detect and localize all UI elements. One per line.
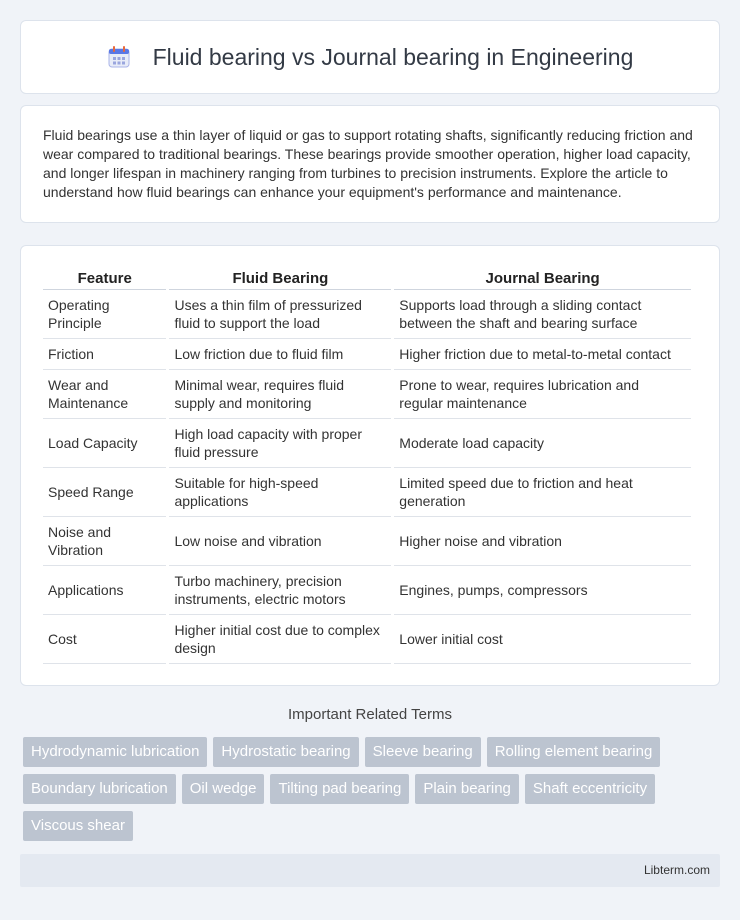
related-term-tag[interactable]: Tilting pad bearing (270, 774, 409, 804)
fluid-bearing-cell: Low friction due to fluid film (169, 339, 391, 370)
fluid-bearing-cell: High load capacity with proper fluid pressure (169, 419, 391, 468)
intro-text: Fluid bearings use a thin layer of liquid or gas to support rotating shafts, significantly reducing friction and wear compared to traditional bearings. These bearings provide smoother operation, higher load capacity, and longer lifespan in machinery ranging from turbines to precision instruments. Explore the article to understand how fluid bearings can enhance your equipment's performance and maintenance. (43, 127, 693, 200)
feature-cell: Wear and Maintenance (43, 370, 166, 419)
related-term-tag[interactable]: Sleeve bearing (365, 737, 481, 767)
fluid-bearing-cell: Low noise and vibration (169, 517, 391, 566)
column-header-fluid-bearing: Fluid Bearing (169, 268, 391, 290)
table-row (43, 468, 691, 517)
related-term-tag[interactable]: Rolling element bearing (487, 737, 661, 767)
related-term-tag[interactable]: Plain bearing (415, 774, 519, 804)
related-term-tag[interactable]: Hydrostatic bearing (213, 737, 358, 767)
page-footer (20, 854, 720, 887)
journal-bearing-cell: Supports load through a sliding contact between the shaft and bearing surface (394, 290, 691, 339)
comparison-card (20, 245, 720, 686)
column-header-journal-bearing: Journal Bearing (394, 268, 691, 290)
journal-bearing-cell: Prone to wear, requires lubrication and regular maintenance (394, 370, 691, 419)
fluid-bearing-cell: Higher initial cost due to complex design (169, 615, 391, 664)
related-term-tag[interactable]: Hydrodynamic lubrication (23, 737, 207, 767)
related-term-tag[interactable]: Viscous shear (23, 811, 133, 841)
feature-cell: Applications (43, 566, 166, 615)
intro-card (20, 105, 720, 223)
comparison-table (40, 268, 694, 664)
related-terms-list (23, 737, 720, 841)
page-header (20, 20, 720, 94)
fluid-bearing-cell: Uses a thin film of pressurized fluid to support the load (169, 290, 391, 339)
table-row (43, 517, 691, 566)
feature-cell: Cost (43, 615, 166, 664)
footer-site-link[interactable]: Libterm.com (643, 863, 710, 877)
journal-bearing-cell: Lower initial cost (394, 615, 691, 664)
page-title: Fluid bearing vs Journal bearing in Engineering (152, 43, 634, 70)
table-row (43, 615, 691, 664)
feature-cell: Operating Principle (43, 290, 166, 339)
table-row (43, 566, 691, 615)
feature-cell: Noise and Vibration (43, 517, 166, 566)
table-row (43, 370, 691, 419)
journal-bearing-cell: Higher noise and vibration (394, 517, 691, 566)
table-row (43, 290, 691, 339)
table-header-row (43, 268, 691, 290)
feature-cell: Friction (43, 339, 166, 370)
related-term-tag[interactable]: Oil wedge (182, 774, 265, 804)
journal-bearing-cell: Engines, pumps, compressors (394, 566, 691, 615)
related-term-tag[interactable]: Shaft eccentricity (525, 774, 655, 804)
fluid-bearing-cell: Minimal wear, requires fluid supply and monitoring (169, 370, 391, 419)
feature-cell: Speed Range (43, 468, 166, 517)
related-term-tag[interactable]: Boundary lubrication (23, 774, 176, 804)
table-row (43, 339, 691, 370)
journal-bearing-cell: Higher friction due to metal-to-metal contact (394, 339, 691, 370)
table-row (43, 419, 691, 468)
fluid-bearing-cell: Turbo machinery, precision instruments, electric motors (169, 566, 391, 615)
fluid-bearing-cell: Suitable for high-speed applications (169, 468, 391, 517)
column-header-feature: Feature (43, 268, 166, 290)
feature-cell: Load Capacity (43, 419, 166, 468)
calendar-icon (107, 45, 131, 69)
journal-bearing-cell: Moderate load capacity (394, 419, 691, 468)
related-terms-title: Important Related Terms (288, 706, 452, 723)
journal-bearing-cell: Limited speed due to friction and heat generation (394, 468, 691, 517)
